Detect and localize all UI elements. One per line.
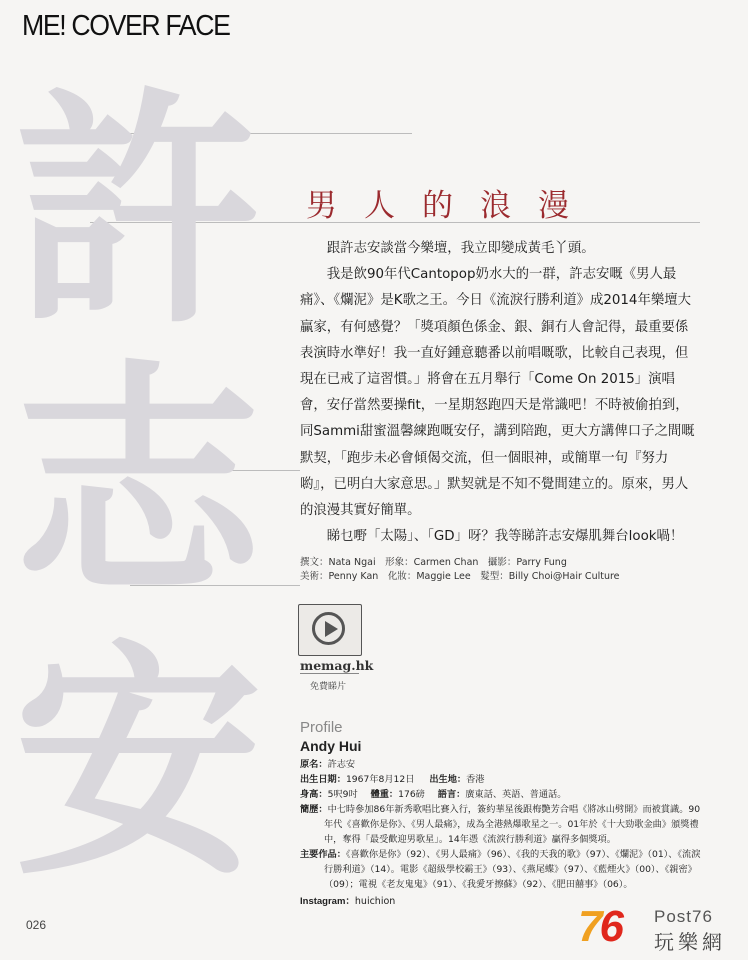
article-headline: 男人的浪漫 bbox=[306, 188, 596, 224]
big-name-char-3: 安 bbox=[14, 618, 262, 909]
profile-name: Andy Hui bbox=[300, 738, 362, 754]
video-site-label: memag.hk bbox=[300, 658, 374, 673]
video-site-underline bbox=[300, 673, 359, 674]
profile-details bbox=[300, 757, 705, 892]
profile-row-stats: 身高：5呎9吋 體重：176磅 語言：廣東話、英語、普通話。 bbox=[300, 789, 567, 800]
play-icon bbox=[312, 612, 345, 645]
body-paragraph: 跟許志安談當今樂壇，我立即變成黃毛丫頭。 bbox=[326, 241, 595, 256]
post76-watermark-logo bbox=[578, 902, 738, 954]
page-number: 026 bbox=[26, 918, 47, 932]
credits-line: 美術：Penny Kan 化妝：Maggie Lee 髮型：Billy Choi@Hair Culture bbox=[300, 571, 620, 582]
article-body bbox=[300, 236, 695, 550]
big-name-char-1: 許 bbox=[14, 66, 262, 357]
profile-section-title: Profile bbox=[300, 719, 343, 736]
free-video-label: 免費睇片 bbox=[310, 682, 347, 692]
logo-brand-text: Post76 bbox=[654, 907, 713, 926]
body-paragraph: 我是飲90年代Cantopop奶水大的一群，許志安嘅《男人最痛》、《爛泥》是K歌之王。今日《流淚行勝利道》成2014年樂壇大贏家，有何感覺？「獎項顏色係金、銀、銅冇人會記得，最重要係表演時水準好！我一直好鍾意聽番以前唱嘅歌，比較自己表現，但現在已戒了這習慣。」將會在五月舉行「Come On 2015」演唱會，安仔當然要操fit，一星期怒跑四天是常識吧！不時被偷拍到，同Sammi甜蜜溫馨練跑嘅安仔，講到陪跑，更大方講俾口子之間嘅默契，「跑步未必會傾偈交流，但一個眼神，或簡單一句『努力喲』，已明白大家意思。」默契就是不知不覺間建立的。原來，男人的浪漫其實好簡單。 bbox=[300, 267, 695, 519]
video-play-button[interactable] bbox=[298, 604, 362, 656]
magazine-section-title: ME! COVER FACE bbox=[22, 10, 230, 42]
body-paragraph: 睇乜嘢「太陽」、「GD」呀？我等睇許志安爆肌舞台look喎！ bbox=[326, 529, 684, 545]
logo-number: 76 bbox=[578, 902, 621, 951]
profile-row-bio: 簡歷：中七時參加86年新秀歌唱比賽入行，簽約華星後跟梅艷芳合唱《將冰山劈開》而被賞識。90年代《喜歡你是你》、《男人最痛》，成為全港熱爆歌星之一。01年於《十大勁歌金曲》頒獎禮中，奪得「最受歡迎男歌星」。14年憑《流淚行勝利道》贏得多個獎項。 bbox=[300, 804, 701, 845]
profile-instagram: Instagram：huichion bbox=[300, 896, 396, 907]
profile-row-birth: 出生日期：1967年8月12日 出生地：香港 bbox=[300, 774, 485, 785]
big-name-char-2: 志 bbox=[14, 338, 262, 629]
profile-row-works: 主要作品：《喜歡你是你》（92）、《男人最痛》（96）、《我的天我的歌》（97）、《爛泥》（01）、《流淚行勝利道》（14）。電影《超級學校霸王》（93）、《燕尾蝶》（97）、《藍煙火》（00）、《親密》（09）；電視《老友鬼鬼》（91）、《我愛牙擦蘇》（92）、《肥田囍事》（06）。 bbox=[300, 849, 701, 890]
credits-line: 撰文：Nata Ngai 形象：Carmen Chan 攝影：Parry Fung bbox=[300, 557, 567, 568]
credits bbox=[300, 556, 700, 584]
logo-chinese-text: 玩樂網 bbox=[654, 930, 726, 954]
profile-row-original-name: 原名：許志安 bbox=[300, 759, 356, 770]
